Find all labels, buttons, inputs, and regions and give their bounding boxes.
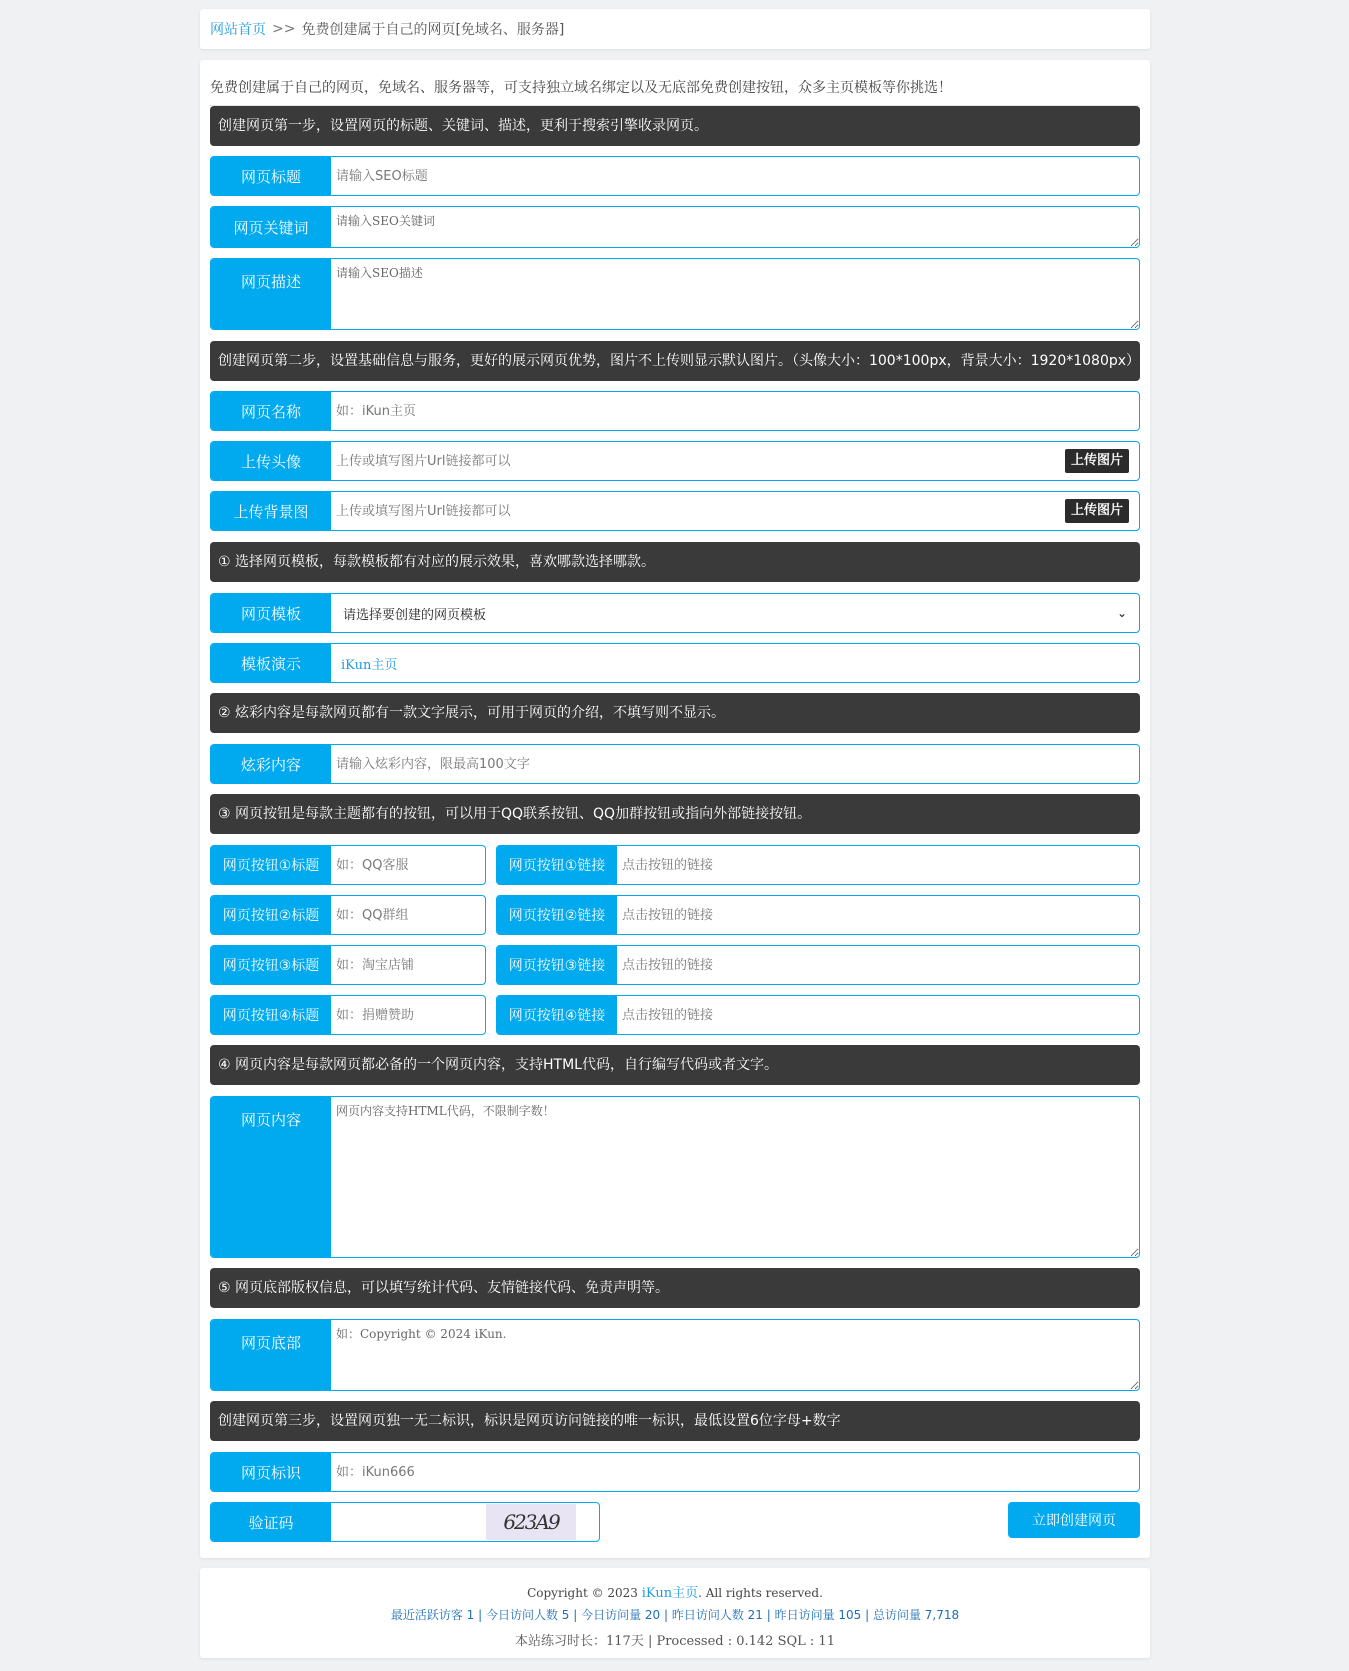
button1-title-input[interactable] [331,846,486,884]
page-id-input[interactable] [331,1453,1139,1491]
flashy-input[interactable] [331,745,1139,783]
seo-description-row [210,258,1140,330]
seo-title-label: 网页标题 [211,157,331,195]
captcha-label: 验证码 [211,1503,331,1541]
template-demo-link[interactable]: iKun主页 [341,657,398,673]
seo-description-textarea[interactable] [331,259,1139,329]
chevron-down-icon: ⌄ [1116,606,1127,620]
button2-link-row [496,895,1140,935]
copyright-line [200,1582,1150,1601]
content-row [210,1096,1140,1258]
button4-title-row [210,995,486,1035]
step3-heading: 创建网页第三步，设置网页独一无二标识，标识是网页访问链接的唯一标识，最低设置6位字母+数字 [210,1401,1140,1441]
site-footer [200,1568,1150,1658]
page-name-input[interactable] [331,392,1139,430]
background-label: 上传背景图 [211,492,331,530]
avatar-label: 上传头像 [211,442,331,480]
button4-link-label: 网页按钮④链接 [497,996,617,1034]
upload-avatar-button[interactable]: 上传图片 [1065,449,1129,473]
breadcrumb-current: 免费创建属于自己的网页[免域名、服务器] [301,22,565,38]
step1-heading: 创建网页第一步，设置网页的标题、关键词、描述，更利于搜索引擎收录网页。 [210,106,1140,146]
footer-section-heading: ⑤ 网页底部版权信息，可以填写统计代码、友情链接代码、免责声明等。 [210,1268,1140,1308]
button3-link-input[interactable] [617,946,1139,984]
button1-link-input[interactable] [617,846,1139,884]
seo-keywords-label: 网页关键词 [211,207,331,247]
button4-title-input[interactable] [331,996,486,1034]
breadcrumb [200,9,1150,49]
seo-keywords-row [210,206,1140,248]
button1-title-row [210,845,486,885]
page-id-label: 网页标识 [211,1453,331,1491]
footer-code-row [210,1319,1140,1391]
template-heading: ① 选择网页模板，每款模板都有对应的展示效果，喜欢哪款选择哪款。 [210,542,1140,582]
flashy-label: 炫彩内容 [211,745,331,783]
breadcrumb-home-link[interactable]: 网站首页 [210,22,266,38]
button3-title-input[interactable] [331,946,486,984]
buttons-heading: ③ 网页按钮是每款主题都有的按钮，可以用于QQ联系按钮、QQ加群按钮或指向外部链接按钮。 [210,794,1140,834]
create-page-button[interactable]: 立即创建网页 [1008,1502,1140,1538]
step2-heading: 创建网页第二步，设置基础信息与服务，更好的展示网页优势，图片不上传则显示默认图片。（头像大小：100*100px，背景大小：1920*1080px） [210,341,1140,381]
avatar-row [210,441,1140,481]
page-name-row [210,391,1140,431]
button2-link-label: 网页按钮②链接 [497,896,617,934]
button4-link-row [496,995,1140,1035]
button3-link-row [496,945,1140,985]
upload-background-button[interactable]: 上传图片 [1065,499,1129,523]
button1-link-label: 网页按钮①链接 [497,846,617,884]
template-demo-label: 模板演示 [211,644,331,682]
template-selected-value: 请选择要创建的网页模板 [343,607,487,623]
template-demo-row [210,643,1140,683]
flashy-row [210,744,1140,784]
background-row [210,491,1140,531]
button1-title-label: 网页按钮①标题 [211,846,331,884]
captcha-row [210,1502,600,1542]
captcha-image[interactable]: 623A9 [486,1504,576,1540]
seo-description-label: 网页描述 [211,259,331,329]
button1-link-row [496,845,1140,885]
breadcrumb-separator: >> [272,21,296,37]
avatar-url-input[interactable] [331,442,1139,480]
intro-text: 免费创建属于自己的网页，免域名、服务器等，可支持独立域名绑定以及无底部免费创建按钮，众多主页模板等你挑选！ [210,70,1140,106]
copyright-suffix: . All rights reserved. [698,1586,823,1600]
button2-link-input[interactable] [617,896,1139,934]
template-select[interactable] [331,594,1139,632]
button2-title-input[interactable] [331,896,486,934]
runtime-info: 本站练习时长：117天 | Processed : 0.142 SQL : 11 [515,1634,835,1649]
flashy-heading: ② 炫彩内容是每款网页都有一款文字展示，可用于网页的介绍，不填写则不显示。 [210,693,1140,733]
button2-title-label: 网页按钮②标题 [211,896,331,934]
seo-title-input[interactable] [331,157,1139,195]
footer-code-textarea[interactable] [331,1320,1139,1390]
copyright-prefix: Copyright © 2023 [527,1586,638,1600]
button3-title-label: 网页按钮③标题 [211,946,331,984]
template-label: 网页模板 [211,594,331,632]
button4-title-label: 网页按钮④标题 [211,996,331,1034]
create-page-form [200,60,1150,1558]
template-select-row [210,593,1140,633]
seo-keywords-textarea[interactable] [331,207,1139,247]
footer-brand-link[interactable]: iKun主页 [641,1586,699,1601]
button2-title-row [210,895,486,935]
content-textarea[interactable] [331,1097,1139,1257]
content-heading: ④ 网页内容是每款网页都必备的一个网页内容，支持HTML代码，自行编写代码或者文字。 [210,1045,1140,1085]
footer-code-label: 网页底部 [211,1320,331,1390]
page-id-row [210,1452,1140,1492]
page-name-label: 网页名称 [211,392,331,430]
background-url-input[interactable] [331,492,1139,530]
visitor-stats: 最近活跃访客 1 | 今日访问人数 5 | 今日访问量 20 | 昨日访问人数 21 | 昨日访问量 105 | 总访问量 7,718 [390,1608,960,1622]
button4-link-input[interactable] [617,996,1139,1034]
button3-link-label: 网页按钮③链接 [497,946,617,984]
button3-title-row [210,945,486,985]
content-label: 网页内容 [211,1097,331,1257]
seo-title-row [210,156,1140,196]
